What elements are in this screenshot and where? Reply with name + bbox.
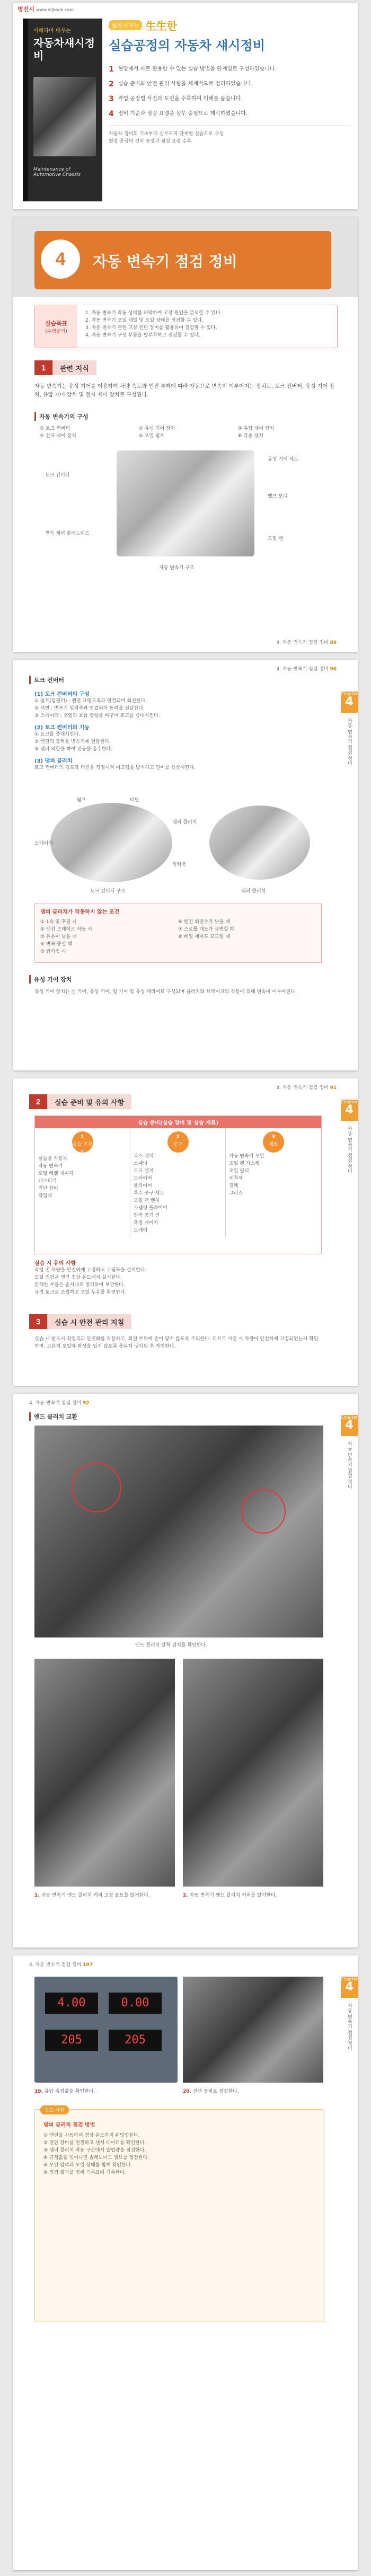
figure-caption: 자동 변속기 구조 <box>159 565 195 571</box>
damper-clutch-figure <box>209 805 310 880</box>
chapter-header <box>13 217 358 297</box>
damper-clutch-condition-box: 댐퍼 클러치가 작동하지 않는 조건 ① 1속 및 후진 시 ⑥ 엔진 회전수가 낮을 때 ② 엔진 브레이크 작동 시 ⑦ 스로틀 개도가 급변할 때 ③ 유온이 낮을 때 ⑧ 페일 세이프 모드일 때 ④ 변속 중일 때 ⑤ 급가속 시 <box>34 904 322 963</box>
chapter-title: 자동 변속기 점검 정비 <box>93 253 237 270</box>
section-related-knowledge: 1 관련 지식 <box>34 360 96 375</box>
book-cover-image: 이해하며 배우는 자동차섀시정비 Maintenance of Automotive Chassis <box>23 19 102 201</box>
figure-label: 스테이터 <box>34 841 53 846</box>
running-header: 4. 자동 변속기 점검 정비 90 <box>276 667 337 672</box>
torque-converter-page <box>13 660 358 1070</box>
transmission-figure <box>117 450 254 556</box>
display-readout: 205 <box>109 2030 162 2051</box>
left-caption: 19. 유압 측정값을 확인한다. <box>34 2089 95 2094</box>
figure-label: 토크 컨버터 <box>45 473 70 478</box>
preparation-page <box>13 1078 358 1386</box>
step1-photo <box>34 1659 175 1887</box>
publisher-logo: 명진시 www.mjbook.com <box>17 6 74 13</box>
caution-list: 실습 시 유의 사항 작업 전 차량을 안전하게 고정하고 고임목을 설치한다. 오일 점검은 엔진 정상 온도에서 실시한다. 분해한 부품은 순서대로 정리하여 보관한다. 규정 토크로 조립하고 오일 누유를 확인한다. <box>34 1261 147 1295</box>
intro-text: 자동 변속기는 유성 기어를 이용하여 차량 속도와 엔진 부하에 따라 자동으로 변속이 이루어지는 장치로, 토크 컨버터, 유성 기어 장치, 유압 제어 장치 및 전자 제어 장치로 구성된다. <box>34 384 334 398</box>
end-clutch-photo <box>34 1426 323 1637</box>
figure-caption: 토크 컨버터 구조 <box>90 889 126 894</box>
step2-photo <box>183 1659 323 1887</box>
cover-items: 1 현장에서 바로 활용할 수 있는 실습 방법을 단계별로 구성하였습니다. 2 실습 준비와 안전 관리 사항을 체계적으로 정리하였습니다. 3 작업 공정별 사진과 도면을 수록하여 이해를 돕습니다. 4 정비 기준과 점검 요령을 실무 중심으로 제시하였습니다. <box>109 65 277 118</box>
cover-page <box>13 3 358 209</box>
display-readout: 0.00 <box>109 1993 162 2014</box>
figure-label: 변속 제어 솔레노이드 <box>45 531 90 536</box>
figure-caption: 댐퍼 클러치 <box>241 889 266 894</box>
diagnostics-page <box>13 1955 358 2570</box>
end-clutch-page <box>13 1394 358 1948</box>
display-readout: 205 <box>45 2030 98 2051</box>
chapter-side-tab: Chapter 4 자동 변속기 점검 정비 <box>341 1977 358 2104</box>
chapter-side-tab: Chapter 4 자동 변속기 점검 정비 <box>341 692 358 819</box>
sub-heading-components: 자동 변속기의 구성 <box>34 412 89 421</box>
cover-title-area: 쉽게 배우는 生生한 실습공정의 자동차 섀시정비 1 현장에서 바로 활용할 수 있는 실습 방법을 단계별로 구성하였습니다. 2 실습 준비와 안전 관리 사항을 체계적으로 정리하였습니다. 3 작업 공정별 사진과 도면을 수록하여 이해를 돕습니다. 4 정비 기준과 점검 요령을 실무 중심으로 제시하였습니다. 자동차 정비의 기초부터 실무까지 단계별 실습으로 구성 현장 중심의 정비 공정과 점검 요령 수록 <box>109 17 350 145</box>
torque-converter-text: (1) 토크 컨버터의 구성 ① 펌프(임펠러) : 엔진 크랭크축과 연결되어 회전한다. ② 터빈 : 변속기 입력축과 연결되어 동력을 전달한다. ③ 스테이터 : 오일의 흐름 방향을 바꾸어 토크를 증대시킨다. (2) 토크 컨버터의 기능 ① 토크를 증대시킨다. ② 엔진의 동력을 변속기에 전달한다. ③ 댐퍼 역할을 하여 진동을 흡수한다. (3) 댐퍼 클러치 토크 컨버터의 펌프와 터빈을 직결시켜 미끄럼을 방지하고 연비를 향상시킨다. <box>34 692 196 771</box>
sub-heading-planetary: 유성 기어 장치 <box>29 975 72 984</box>
section-preparation: 2 실습 준비 및 유의 사항 <box>29 1094 131 1109</box>
figure-label: 댐퍼 클러치 <box>172 820 197 825</box>
chapter-number: 4 <box>41 240 80 279</box>
figure-label: 유성 기어 세트 <box>268 457 298 462</box>
section-safety: 3 실습 시 안전 관리 지침 <box>29 1314 131 1329</box>
chapter-side-tab: Chapter 4 자동 변속기 점검 정비 <box>341 1100 358 1227</box>
diagnostic-tool-photo <box>183 1977 323 2083</box>
step2-caption: 2. 자동 변속기 엔드 클러치 커버를 탈거한다. <box>183 1893 277 1898</box>
running-footer: 4. 자동 변속기 점검 정비 89 <box>276 640 337 645</box>
safety-text: 실습 시 반드시 작업복과 안전화를 착용하고, 회전 부위에 손이 닿지 않도록 주의한다. 리프트 사용 시 차량이 안전하게 고정되었는지 확인하며, 고온의 오일에 화상을 입지 않도록 충분히 냉각된 후 작업한다. <box>34 1336 319 1349</box>
sub-heading-torque-converter: 토크 컨버터 <box>29 676 64 684</box>
display-readout: 4.00 <box>45 1993 98 2014</box>
figure-label: 밸브 보디 <box>268 494 288 499</box>
planetary-text: 유성 기어 장치는 선 기어, 유성 기어, 링 기어 및 유성 캐리어로 구성되며 클러치와 브레이크의 작동에 의해 변속이 이루어진다. <box>34 989 297 995</box>
running-header: 4. 자동 변속기 점검 정비 92 <box>29 1401 90 1406</box>
chapter-side-tab: Chapter 4 자동 변속기 점검 정비 <box>341 1415 358 1542</box>
figure-label: 터빈 <box>130 798 139 803</box>
running-header: 4. 자동 변속기 점검 정비 91 <box>276 1085 337 1091</box>
torque-converter-figure <box>50 803 172 882</box>
reference-note-box: 참고 사항 댐퍼 클러치 점검 방법 ① 엔진을 시동하여 정상 온도까지 워밍업한다. ② 진단 장비를 연결하고 센서 데이터를 확인한다. ③ 댐퍼 클러치 작동 구간에서 슬립량을 점검한다. ④ 규정값을 벗어나면 솔레노이드 밸브를 점검한다. ⑤ 오일 압력과 오일 상태를 함께 확인한다. ⑥ 점검 결과를 정비 기록표에 기록한다. <box>34 2109 324 2322</box>
photo-caption: 엔드 클러치 탈착 위치를 확인한다. <box>135 1643 208 1648</box>
figure-label: 오일 팬 <box>268 536 283 542</box>
running-header: 4. 자동 변속기 점검 정비 107 <box>29 1962 93 1968</box>
preparation-table: 실습 준비(실습 장비 및 실습 재료) 1 실습 기자재 실습용 자동차 자동 변속기 오일 레벨 게이지 테스터기 진단 장비 작업대 2 공구 복스 렌치 스패너 토크 렌치 드라이버 플라이어 특수 공구 세트 오일 팬 렌치 스냅링 플라이어 압축 공기 건 측정 게이지 트레이 3 재료 자동 변속기 오일 오일 팬 가스켓 오일 필터 세척제 걸레 그리스 <box>34 1116 322 1254</box>
sub-heading-end-clutch: 엔드 클러치 교환 <box>29 1412 77 1421</box>
figure-label: 펌프 <box>77 798 86 803</box>
chapter-start-page <box>13 217 358 652</box>
goal-box: 실습목표 (수행준거) 1. 자동 변속기 작동 상태를 파악하여 고장 원인을 분석할 수 있다. 2. 자동 변속기 오일 레벨 및 오일 상태를 점검할 수 있다. 3. 자동 변속기 관련 고장 진단 장비를 활용하여 점검할 수 있다. 4. 자동 변속기 구성 부품을 탈부착하고 점검할 수 있다. <box>34 305 338 348</box>
pressure-gauge-photo <box>34 1977 178 2083</box>
figure-label: 입력축 <box>172 862 187 867</box>
component-list: ① 토크 컨버터 ② 유성 기어 장치 ③ 유압 제어 장치 ④ 전자 제어 장치 ⑤ 오일 펌프 ⑥ 각종 센서 <box>40 426 275 439</box>
right-caption: 20. 진단 장비로 점검한다. <box>183 2089 239 2094</box>
step1-caption: 1. 자동 변속기 엔드 클러치 커버 고정 볼트를 탈거한다. <box>34 1893 151 1898</box>
